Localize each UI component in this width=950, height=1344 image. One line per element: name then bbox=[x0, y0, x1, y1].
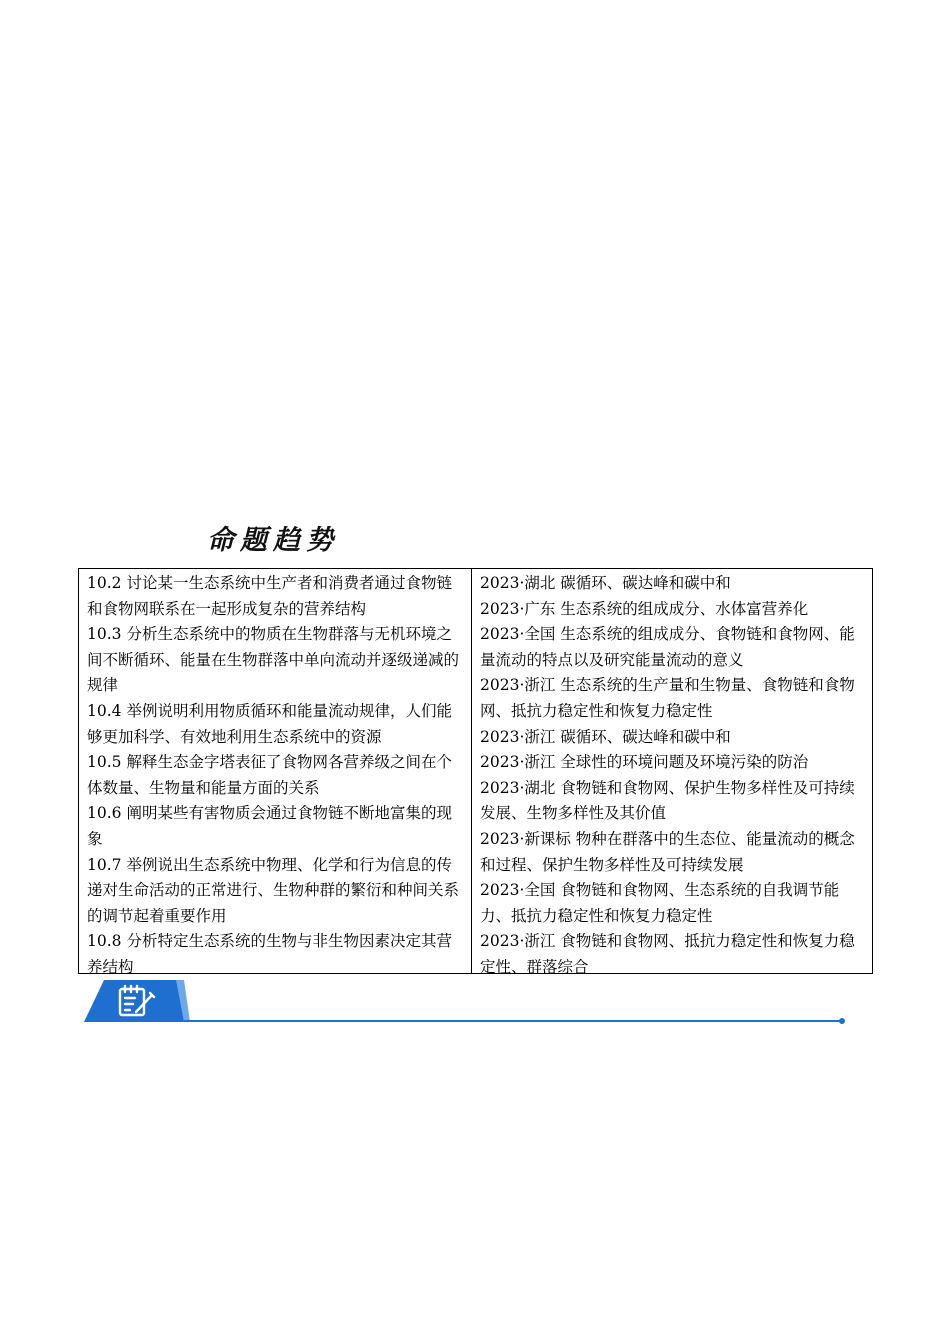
exam-item: 2023·浙江 生态系统的生产量和生物量、食物链和食物网、抵抗力稳定性和恢复力稳定性 bbox=[480, 676, 855, 720]
exam-item: 2023·湖北 食物链和食物网、保护生物多样性及可持续发展、生物多样性及其价值 bbox=[480, 778, 855, 823]
exam-item: 2023·全国 生态系统的组成成分、食物链和食物网、能量流动的特点以及研究能量流动的意义 bbox=[480, 625, 855, 669]
exam-item: 2023·浙江 碳循环、碳达峰和碳中和 bbox=[480, 727, 731, 746]
objectives-column bbox=[79, 569, 472, 976]
objective-item: 10.4 举例说明利用物质循环和能量流动规律，人们能够更加科学、有效地利用生态系统中的资源 bbox=[87, 701, 452, 746]
exam-item: 2023·浙江 食物链和食物网、抵抗力稳定性和恢复力稳定性、群落综合 bbox=[480, 932, 855, 976]
exam-item: 2023·新课标 物种在群落中的生态位、能量流动的概念和过程、保护生物多样性及可持续发展 bbox=[480, 829, 855, 874]
trend-table bbox=[78, 568, 873, 974]
section-banner bbox=[84, 978, 850, 1026]
objective-item: 10.5 解释生态金字塔表征了食物网各营养级之间在个体数量、生物量和能量方面的关系 bbox=[87, 753, 452, 797]
exam-item: 2023·浙江 全球性的环境问题及环境污染的防治 bbox=[480, 753, 809, 772]
objective-item: 10.7 举例说出生态系统中物理、化学和行为信息的传递对生命活动的正常进行、生物种群的繁衍和种间关系的调节起着重要作用 bbox=[87, 855, 460, 925]
objective-item: 10.8 分析特定生态系统的生物与非生物因素决定其营养结构 bbox=[87, 932, 452, 976]
exams-column bbox=[472, 569, 872, 976]
exam-item: 2023·广东 生态系统的组成成分、水体富营养化 bbox=[480, 599, 809, 618]
banner-line-end-dot bbox=[839, 1018, 845, 1024]
objective-item: 10.2 讨论某一生态系统中生产者和消费者通过食物链和食物网联系在一起形成复杂的营养结构 bbox=[87, 574, 452, 618]
objective-item: 10.6 阐明某些有害物质会通过食物链不断地富集的现象 bbox=[87, 804, 452, 848]
objective-item: 10.3 分析生态系统中的物质在生物群落与无机环境之间不断循环、能量在生物群落中单向流动并逐级递减的规律 bbox=[87, 625, 460, 695]
exam-item: 2023·全国 食物链和食物网、生态系统的自我调节能力、抵抗力稳定性和恢复力稳定性 bbox=[480, 881, 840, 925]
exam-item: 2023·湖北 碳循环、碳达峰和碳中和 bbox=[480, 574, 731, 592]
section-title: 命题趋势 bbox=[207, 525, 339, 556]
banner-graphic bbox=[84, 978, 850, 1026]
